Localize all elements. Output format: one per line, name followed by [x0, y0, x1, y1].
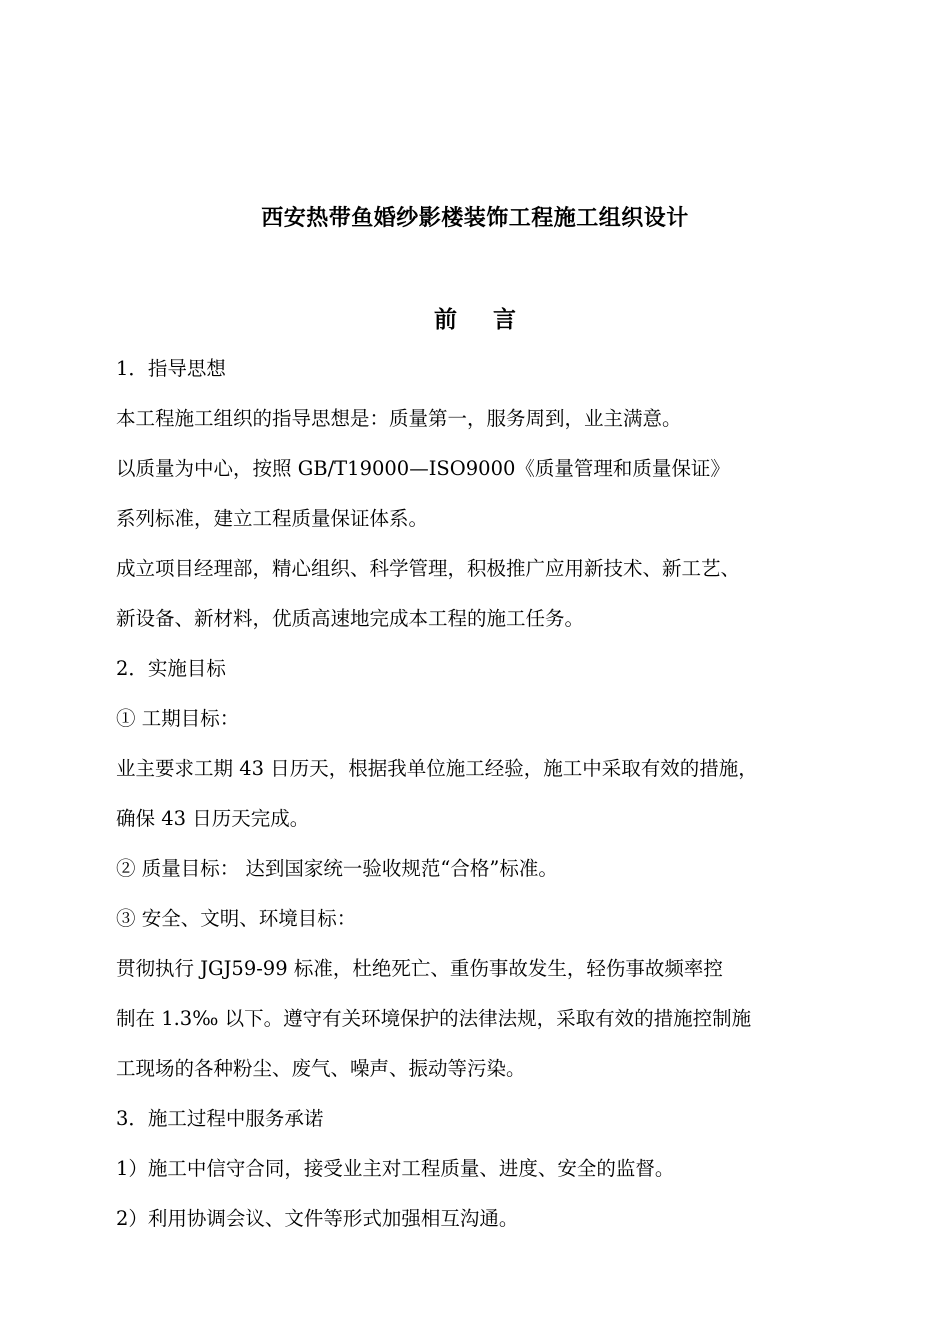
- paragraph-line: 本工程施工组织的指导思想是：质量第一，服务周到，业主满意。: [116, 407, 682, 430]
- paragraph-line: 成立项目经理部，精心组织、科学管理，积极推广应用新技术、新工艺、: [116, 557, 741, 580]
- paragraph-line: 工现场的各种粉尘、废气、噪声、振动等污染。: [116, 1057, 526, 1080]
- list-item: 2）利用协调会议、文件等形式加强相互沟通。: [116, 1207, 519, 1230]
- paragraph-line: 贯彻执行 JGJ59-99 标准，杜绝死亡、重伤事故发生，轻伤事故频率控: [116, 957, 723, 980]
- subheading-schedule-goal: ① 工期目标：: [116, 707, 240, 730]
- preface-char-1: 前: [434, 307, 457, 333]
- document-title: 西安热带鱼婚纱影楼装饰工程施工组织设计: [261, 206, 689, 231]
- paragraph-line: 以质量为中心，按照 GB/T19000—ISO9000《质量管理和质量保证》: [116, 457, 730, 480]
- paragraph-line: 确保 43 日历天完成。: [116, 807, 310, 830]
- paragraph-line: 系列标准，建立工程质量保证体系。: [116, 507, 429, 530]
- preface-char-2: 言: [493, 307, 516, 333]
- paragraph-line: 业主要求工期 43 日历天，根据我单位施工经验，施工中采取有效的措施，: [116, 757, 758, 780]
- heading-guiding-ideology: 1．指导思想: [116, 357, 226, 380]
- list-item: 1）施工中信守合同，接受业主对工程质量、进度、安全的监督。: [116, 1157, 675, 1180]
- paragraph-line: 制在 1.3‰ 以下。遵守有关环境保护的法律法规，采取有效的措施控制施: [116, 1007, 752, 1030]
- subheading-quality-goal: ② 质量目标： 达到国家统一验收规范“合格”标准。: [116, 857, 558, 880]
- heading-service-commitment: 3．施工过程中服务承诺: [116, 1107, 324, 1130]
- heading-implementation-goals: 2．实施目标: [116, 657, 226, 680]
- paragraph-line: 新设备、新材料，优质高速地完成本工程的施工任务。: [116, 607, 585, 630]
- preface-heading: [0, 302, 950, 338]
- subheading-safety-goal: ③ 安全、文明、环境目标：: [116, 907, 357, 930]
